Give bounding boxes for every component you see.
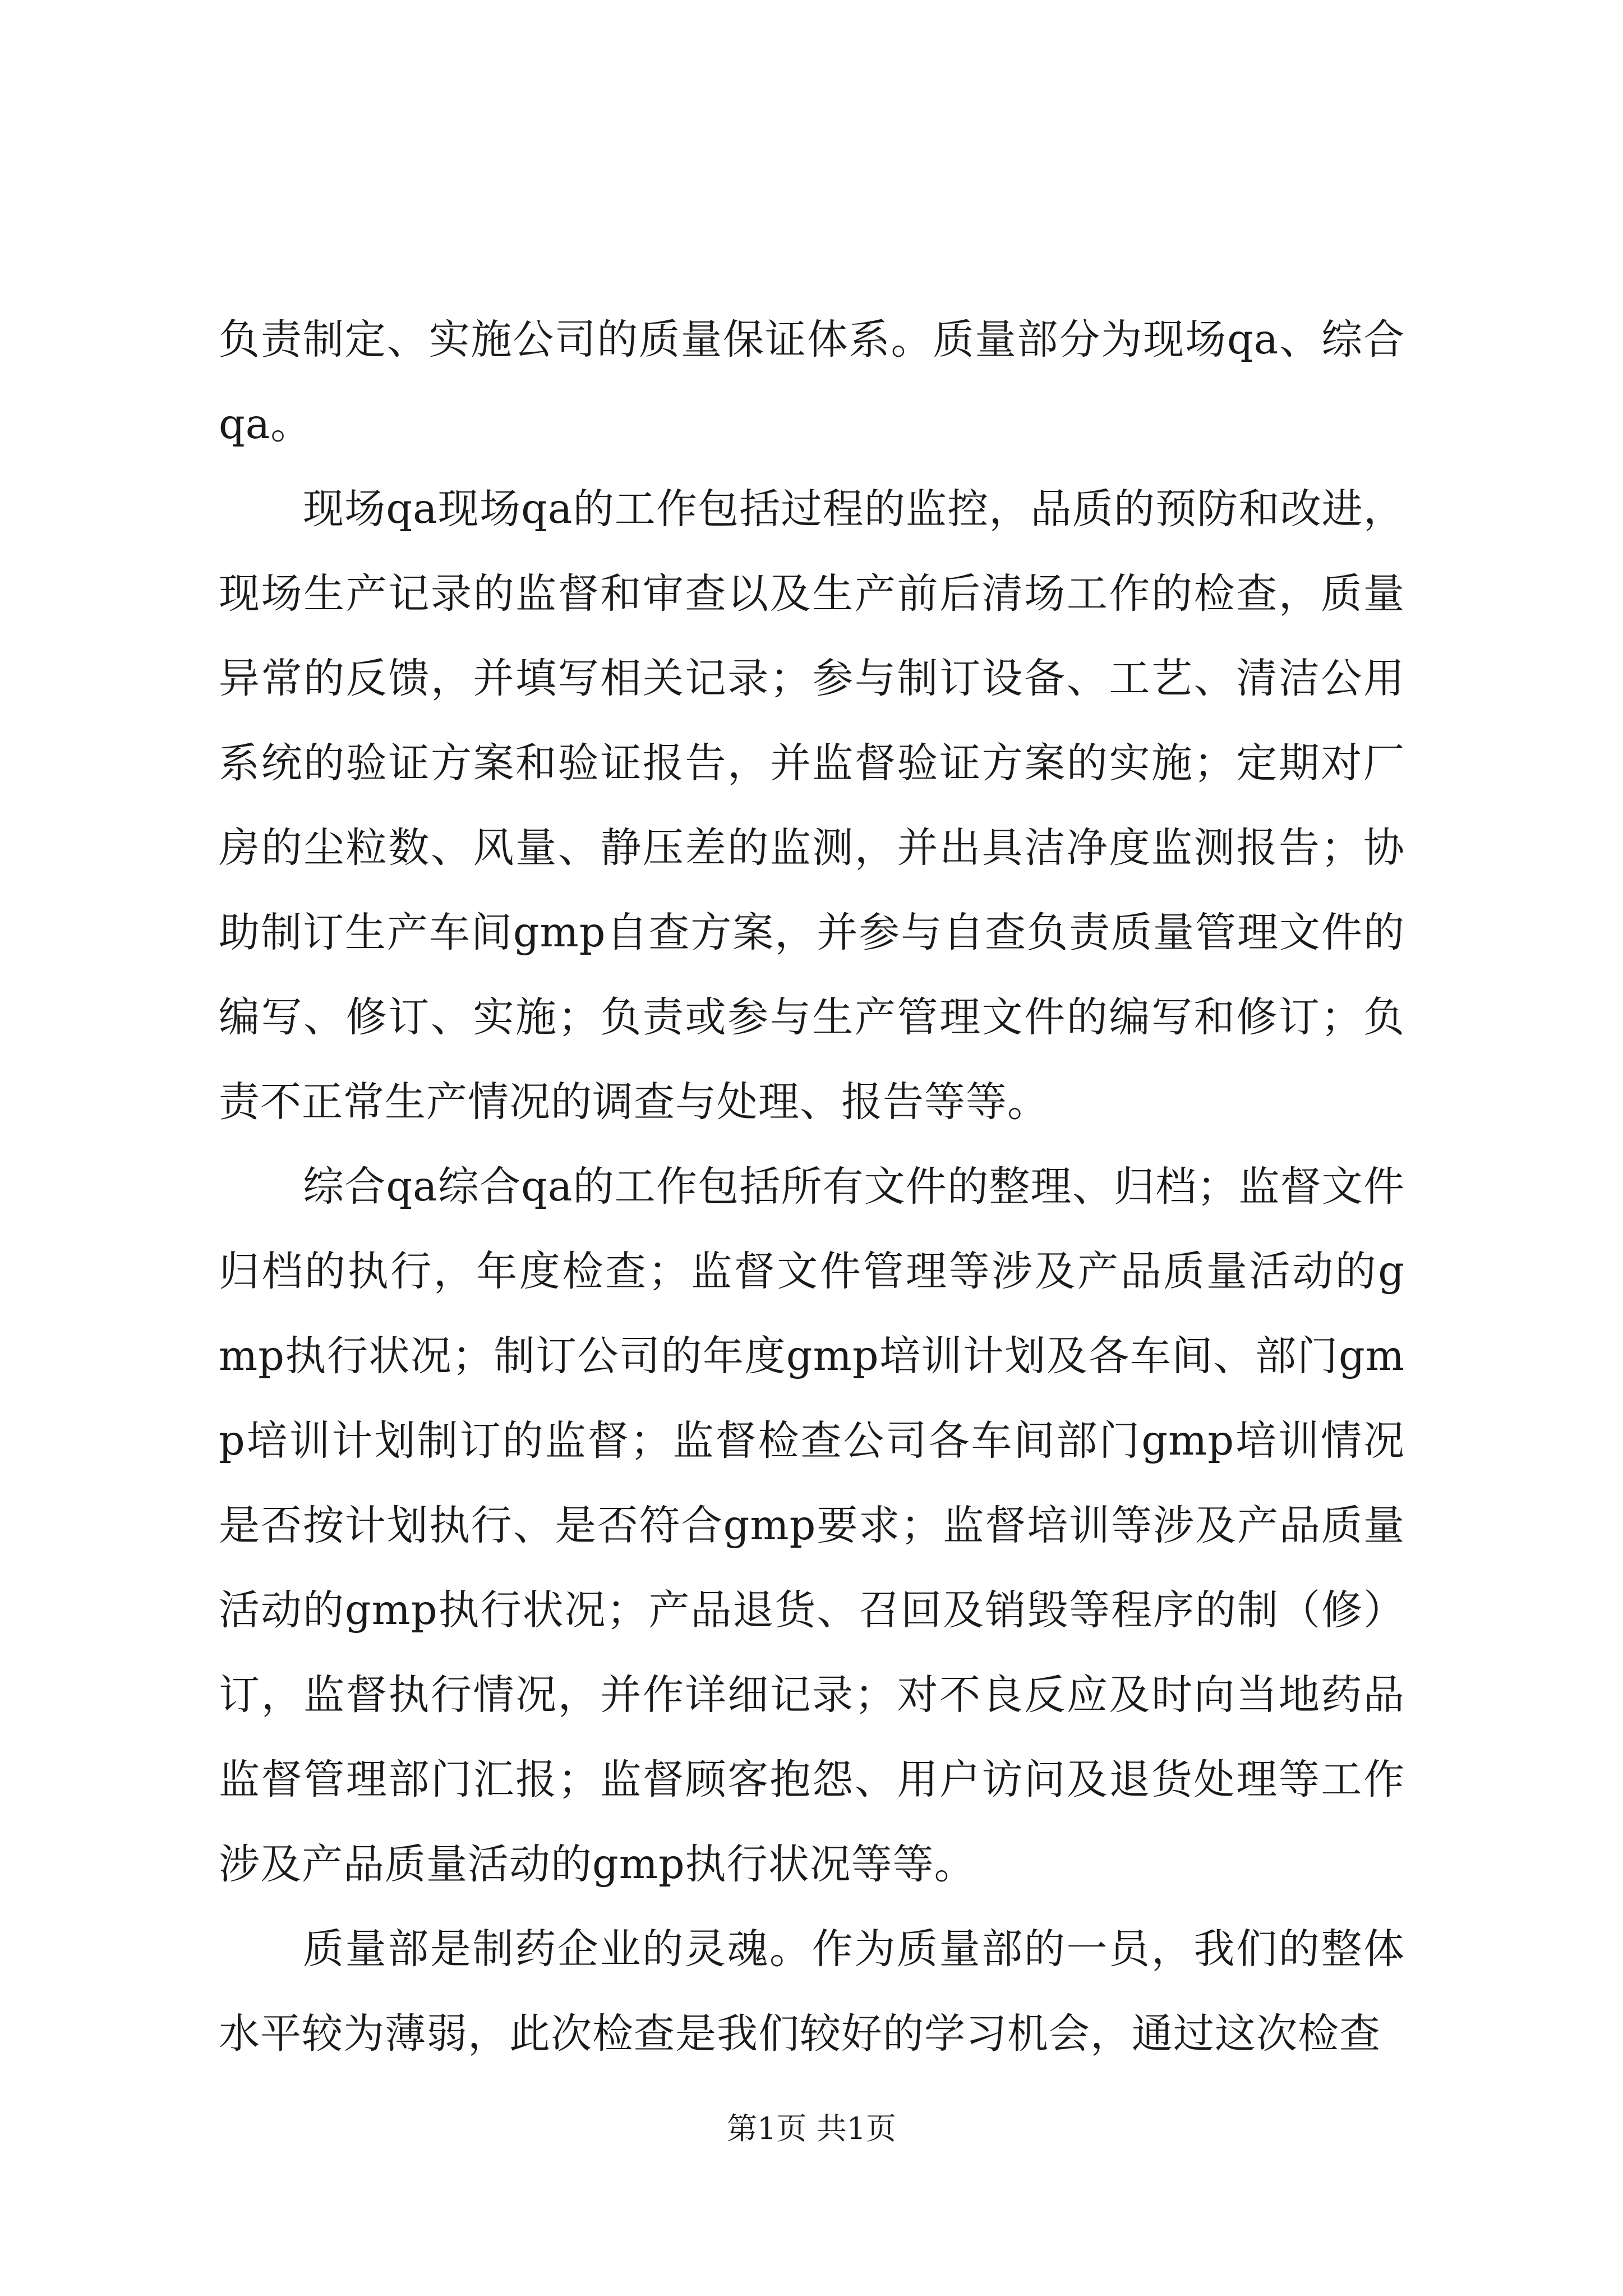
paragraph-2: 现场qa现场qa的工作包括过程的监控，品质的预防和改进，现场生产记录的监督和审查以及生产前后清场工作的检查，质量异常的反馈，并填写相关记录；参与制订设备、工艺、清洁公用系统的验证方案和验证报告，并监督验证方案的实施；定期对厂房的尘粒数、风量、静压差的监测，并出具洁净度监测报告；协助制订生产车间gmp自查方案，并参与自查负责质量管理文件的编写、修订、实施；负责或参与生产管理文件的编写和修订；负责不正常生产情况的调查与处理、报告等等。	[219, 485, 1405, 1126]
page-footer: 第1页 共1页	[727, 2111, 896, 2146]
paragraph-1: 负责制定、实施公司的质量保证体系。质量部分为现场qa、综合qa。	[219, 316, 1405, 448]
paragraph-3: 综合qa综合qa的工作包括所有文件的整理、归档；监督文件归档的执行，年度检查；监督文件管理等涉及产品质量活动的gmp执行状况；制订公司的年度gmp培训计划及各车间、部门gmp培训计划制订的监督；监督检查公司各车间部门gmp培训情况是否按计划执行、是否符合gmp要求；监督培训等涉及产品质量活动的gmp执行状况；产品退货、召回及销毁等程序的制（修）订，监督执行情况，并作详细记录；对不良反应及时向当地药品监督管理部门汇报；监督顾客抱怨、用户访问及退货处理等工作涉及产品质量活动的gmp执行状况等等。	[219, 1163, 1405, 1888]
paragraph-4: 质量部是制药企业的灵魂。作为质量部的一员，我们的整体水平较为薄弱，此次检查是我们较好的学习机会，通过这次检查	[219, 1925, 1405, 2058]
document-body	[219, 297, 1405, 2076]
